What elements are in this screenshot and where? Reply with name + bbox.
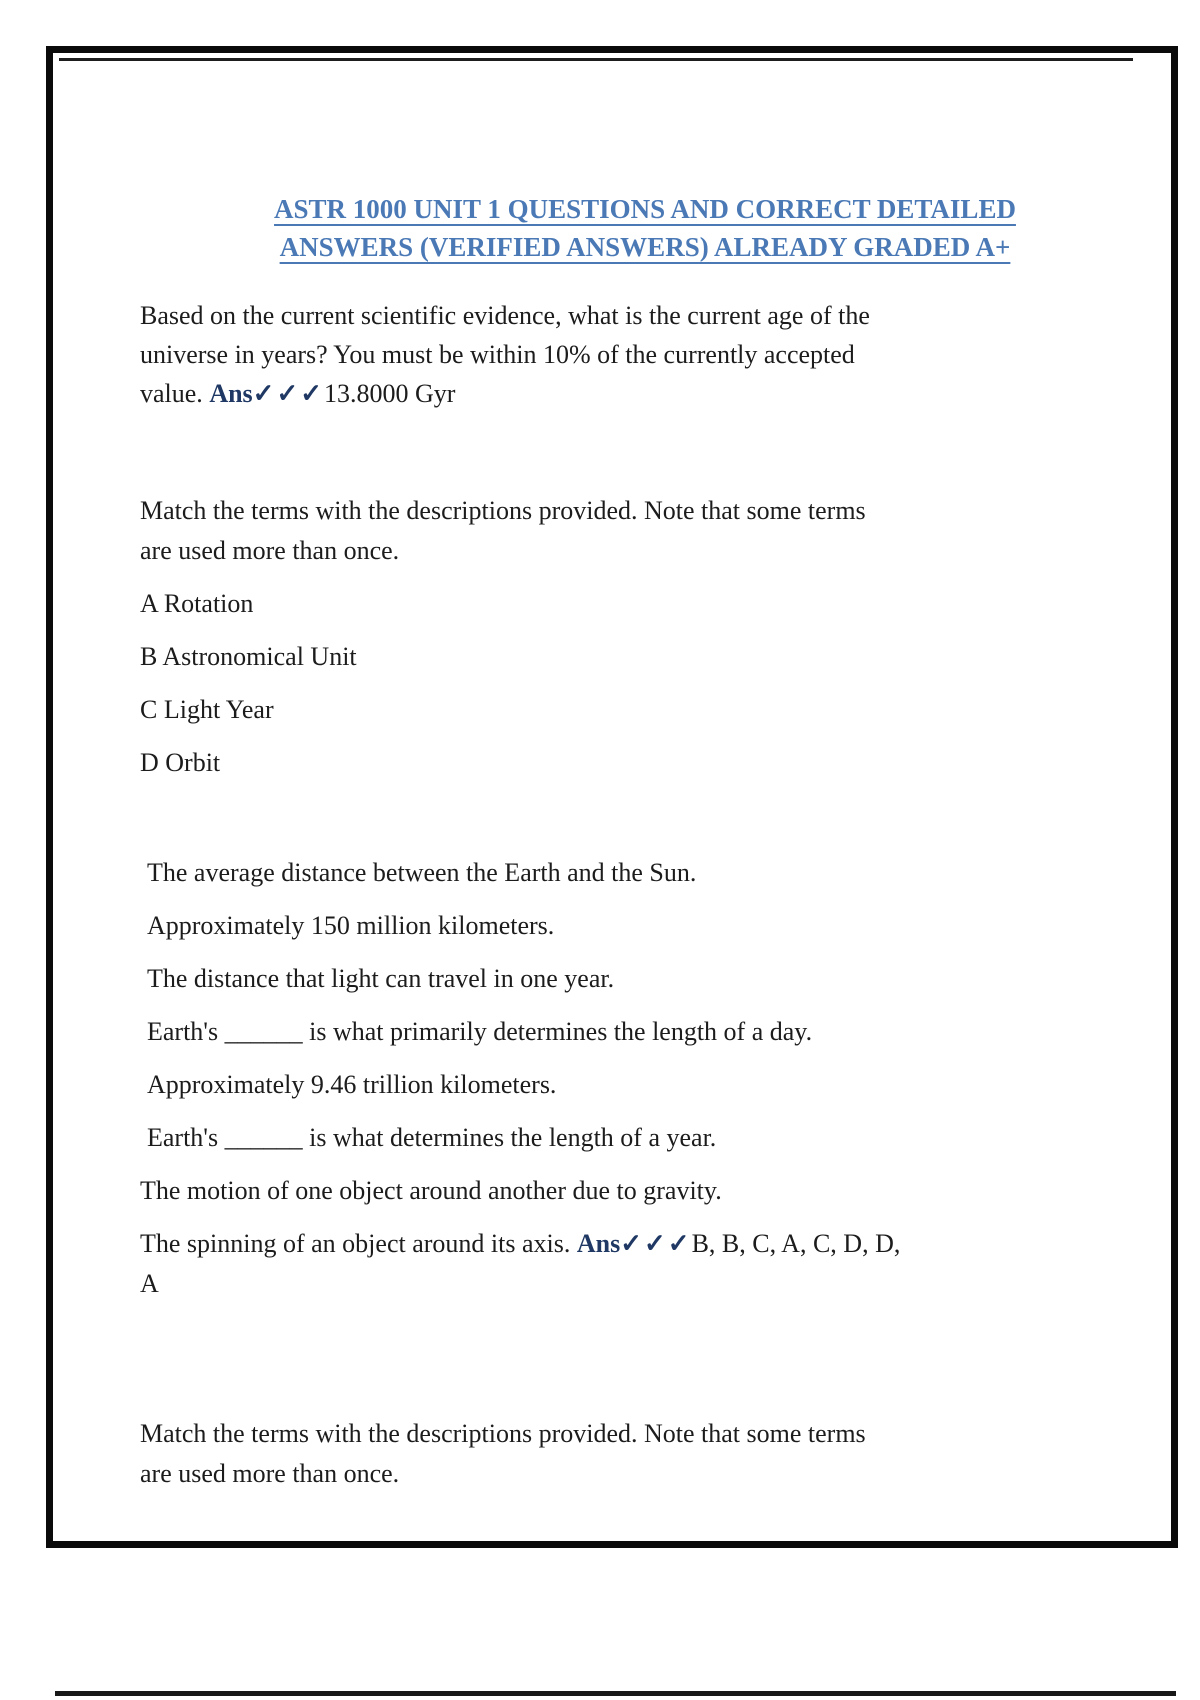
term-item-a: A Rotation <box>140 589 254 618</box>
match-instructions-2-paragraph <box>140 1414 1150 1494</box>
match-instructions-2-line-1: Match the terms with the descriptions provided. Note that some terms <box>140 1419 866 1448</box>
terms-list <box>140 584 1150 783</box>
term-item-b: B Astronomical Unit <box>140 642 357 671</box>
match-instructions-line-2: are used more than once. <box>140 536 400 565</box>
bottom-divider-line <box>55 1691 1176 1696</box>
description-motion-line: The motion of one object around another due to gravity. <box>140 1176 722 1205</box>
document-title-line-2: ANSWERS (VERIFIED ANSWERS) ALREADY GRADED A+ <box>279 232 1011 262</box>
description-item-1: The average distance between the Earth and the Sun. <box>147 858 697 887</box>
spinning-answer-paragraph <box>140 1224 1150 1304</box>
description-item-6: Earth's ______ is what determines the length of a year. <box>147 1123 717 1152</box>
term-item-d: D Orbit <box>140 748 221 777</box>
description-item-3: The distance that light can travel in one year. <box>147 964 615 993</box>
question-1-paragraph <box>140 296 1150 413</box>
page-border-frame <box>46 46 1178 1548</box>
page-content <box>140 106 1150 1494</box>
description-item-4: Earth's ______ is what primarily determines the length of a day. <box>147 1017 813 1046</box>
match-instructions-2-line-2: are used more than once. <box>140 1459 400 1488</box>
spinning-answer-line-2: A <box>140 1269 159 1298</box>
document-title-line-1: ASTR 1000 UNIT 1 QUESTIONS AND CORRECT DETAILED <box>274 194 1016 224</box>
match-instructions-paragraph <box>140 491 1150 571</box>
match-instructions-line-1: Match the terms with the descriptions provided. Note that some terms <box>140 496 866 525</box>
question-1-answer-value: 13.8000 Gyr <box>324 379 456 408</box>
spinning-prefix: The spinning of an object around its axis. <box>140 1229 577 1258</box>
answer-label: Ans <box>576 1229 621 1258</box>
term-item-c: C Light Year <box>140 695 274 724</box>
question-1-line-1: Based on the current scientific evidence, what is the current age of the <box>140 301 870 330</box>
checkmarks-icon: ✓✓✓ <box>252 379 325 408</box>
spinning-answer-line-1 <box>140 1224 1150 1264</box>
answer-label: Ans <box>209 379 253 408</box>
checkmarks-icon: ✓✓✓ <box>620 1229 692 1258</box>
description-item-5: Approximately 9.46 trillion kilometers. <box>147 1070 557 1099</box>
question-1-line-3-prefix: value. <box>140 379 210 408</box>
spinning-answer-value: B, B, C, A, C, D, D, <box>691 1229 901 1258</box>
question-1-answer-line <box>140 374 1150 413</box>
description-item-2: Approximately 150 million kilometers. <box>147 911 555 940</box>
document-title <box>140 190 1150 266</box>
descriptions-list <box>140 853 1150 1158</box>
question-1-line-2: universe in years? You must be within 10% of the currently accepted <box>140 340 855 369</box>
